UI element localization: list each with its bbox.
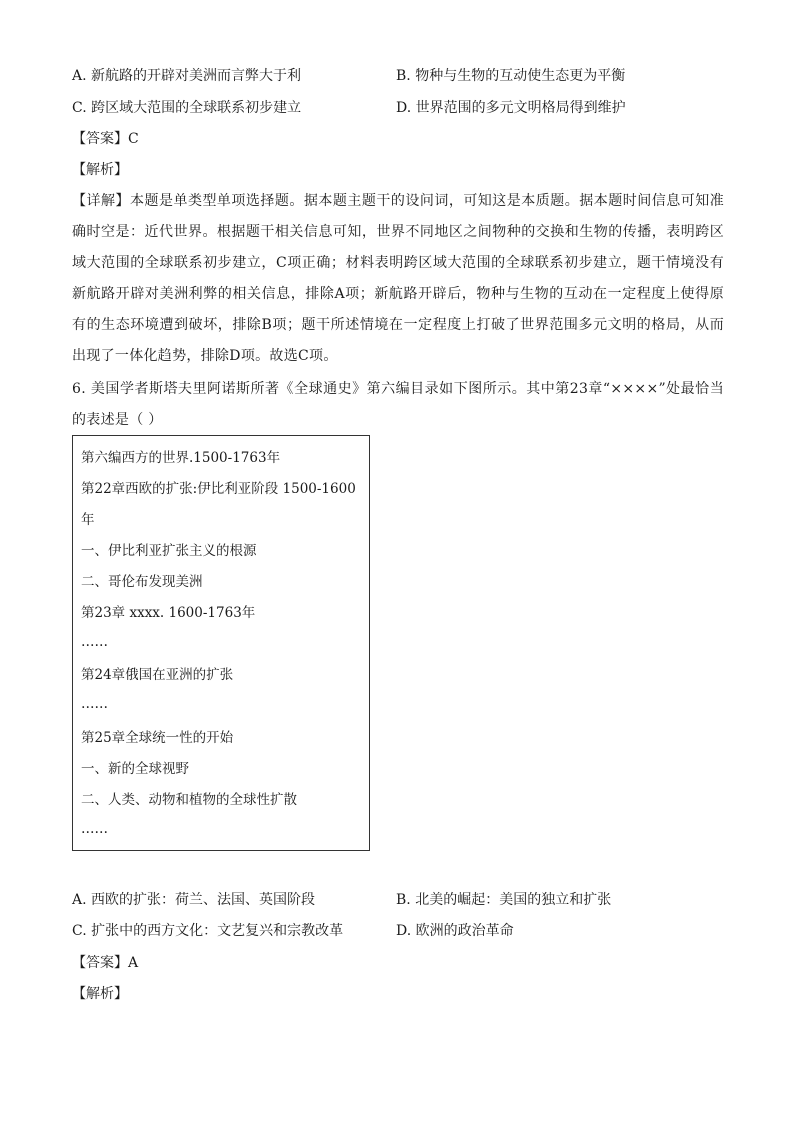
toc-chapter-22-cont: 年 <box>81 512 95 528</box>
toc-section: 一、新的全球视野 <box>81 761 189 777</box>
q5-analysis-label: 【解析】 <box>72 162 128 178</box>
q6-analysis-label: 【解析】 <box>72 986 128 1002</box>
q6-stem: 6. 美国学者斯塔夫里阿诺斯所著《全球通史》第六编目录如下图所示。其中第23章“××××”处最恰当的表述是（ ） <box>72 381 724 428</box>
toc-section: 二、人类、动物和植物的全球性扩散 <box>81 792 297 808</box>
q6-option-a: A. 西欧的扩张：荷兰、法国、英国阶段 <box>72 892 316 908</box>
q5-option-d: D. 世界范围的多元文明格局得到维护 <box>396 100 626 116</box>
toc-chapter-22: 第22章西欧的扩张:伊比利亚阶段 1500-1600 <box>81 481 356 497</box>
q6-answer: 【答案】A <box>72 955 139 971</box>
toc-section: 二、哥伦布发现美洲 <box>81 574 203 590</box>
q5-answer: 【答案】C <box>72 131 139 147</box>
q6-option-d: D. 欧洲的政治革命 <box>396 923 514 939</box>
q6-option-b: B. 北美的崛起：美国的独立和扩张 <box>396 892 612 908</box>
q5-option-a: A. 新航路的开辟对美洲而言弊大于利 <box>72 68 302 84</box>
q6-option-c: C. 扩张中的西方文化：文艺复兴和宗教改革 <box>72 923 344 939</box>
toc-ellipsis: …… <box>81 821 108 837</box>
toc-chapter-25: 第25章全球统一性的开始 <box>81 730 234 746</box>
q5-option-c: C. 跨区域大范围的全球联系初步建立 <box>72 100 302 116</box>
toc-chapter-23: 第23章 xxxx. 1600-1763年 <box>81 605 256 621</box>
toc-box <box>72 435 370 851</box>
toc-ellipsis: …… <box>81 696 108 712</box>
toc-part-title: 第六编西方的世界.1500-1763年 <box>81 450 281 466</box>
toc-ellipsis: …… <box>81 634 108 650</box>
q5-option-b: B. 物种与生物的互动使生态更为平衡 <box>396 68 626 84</box>
toc-chapter-24: 第24章俄国在亚洲的扩张 <box>81 667 234 683</box>
q5-detail-paragraph: 【详解】本题是单类型单项选择题。据本题主题干的设问词，可知这是本质题。据本题时间信息可知准确时空是：近代世界。根据题干相关信息可知，世界不同地区之间物种的交换和生物的传播，表明跨区域大范围的全球联系初步建立，C项正确；材料表明跨区域大范围的全球联系初步建立，题干情境没有新航路开辟对美洲利弊的相关信息，排除A项；新航路开辟后，物种与生物的互动在一定程度上使得原有的生态环境遭到破坏，排除B项；题干所述情境在一定程度上打破了世界范围多元文明的格局，从而出现了一体化趋势，排除D项。故选C项。 <box>72 193 724 364</box>
toc-section: 一、伊比利亚扩张主义的根源 <box>81 543 257 559</box>
